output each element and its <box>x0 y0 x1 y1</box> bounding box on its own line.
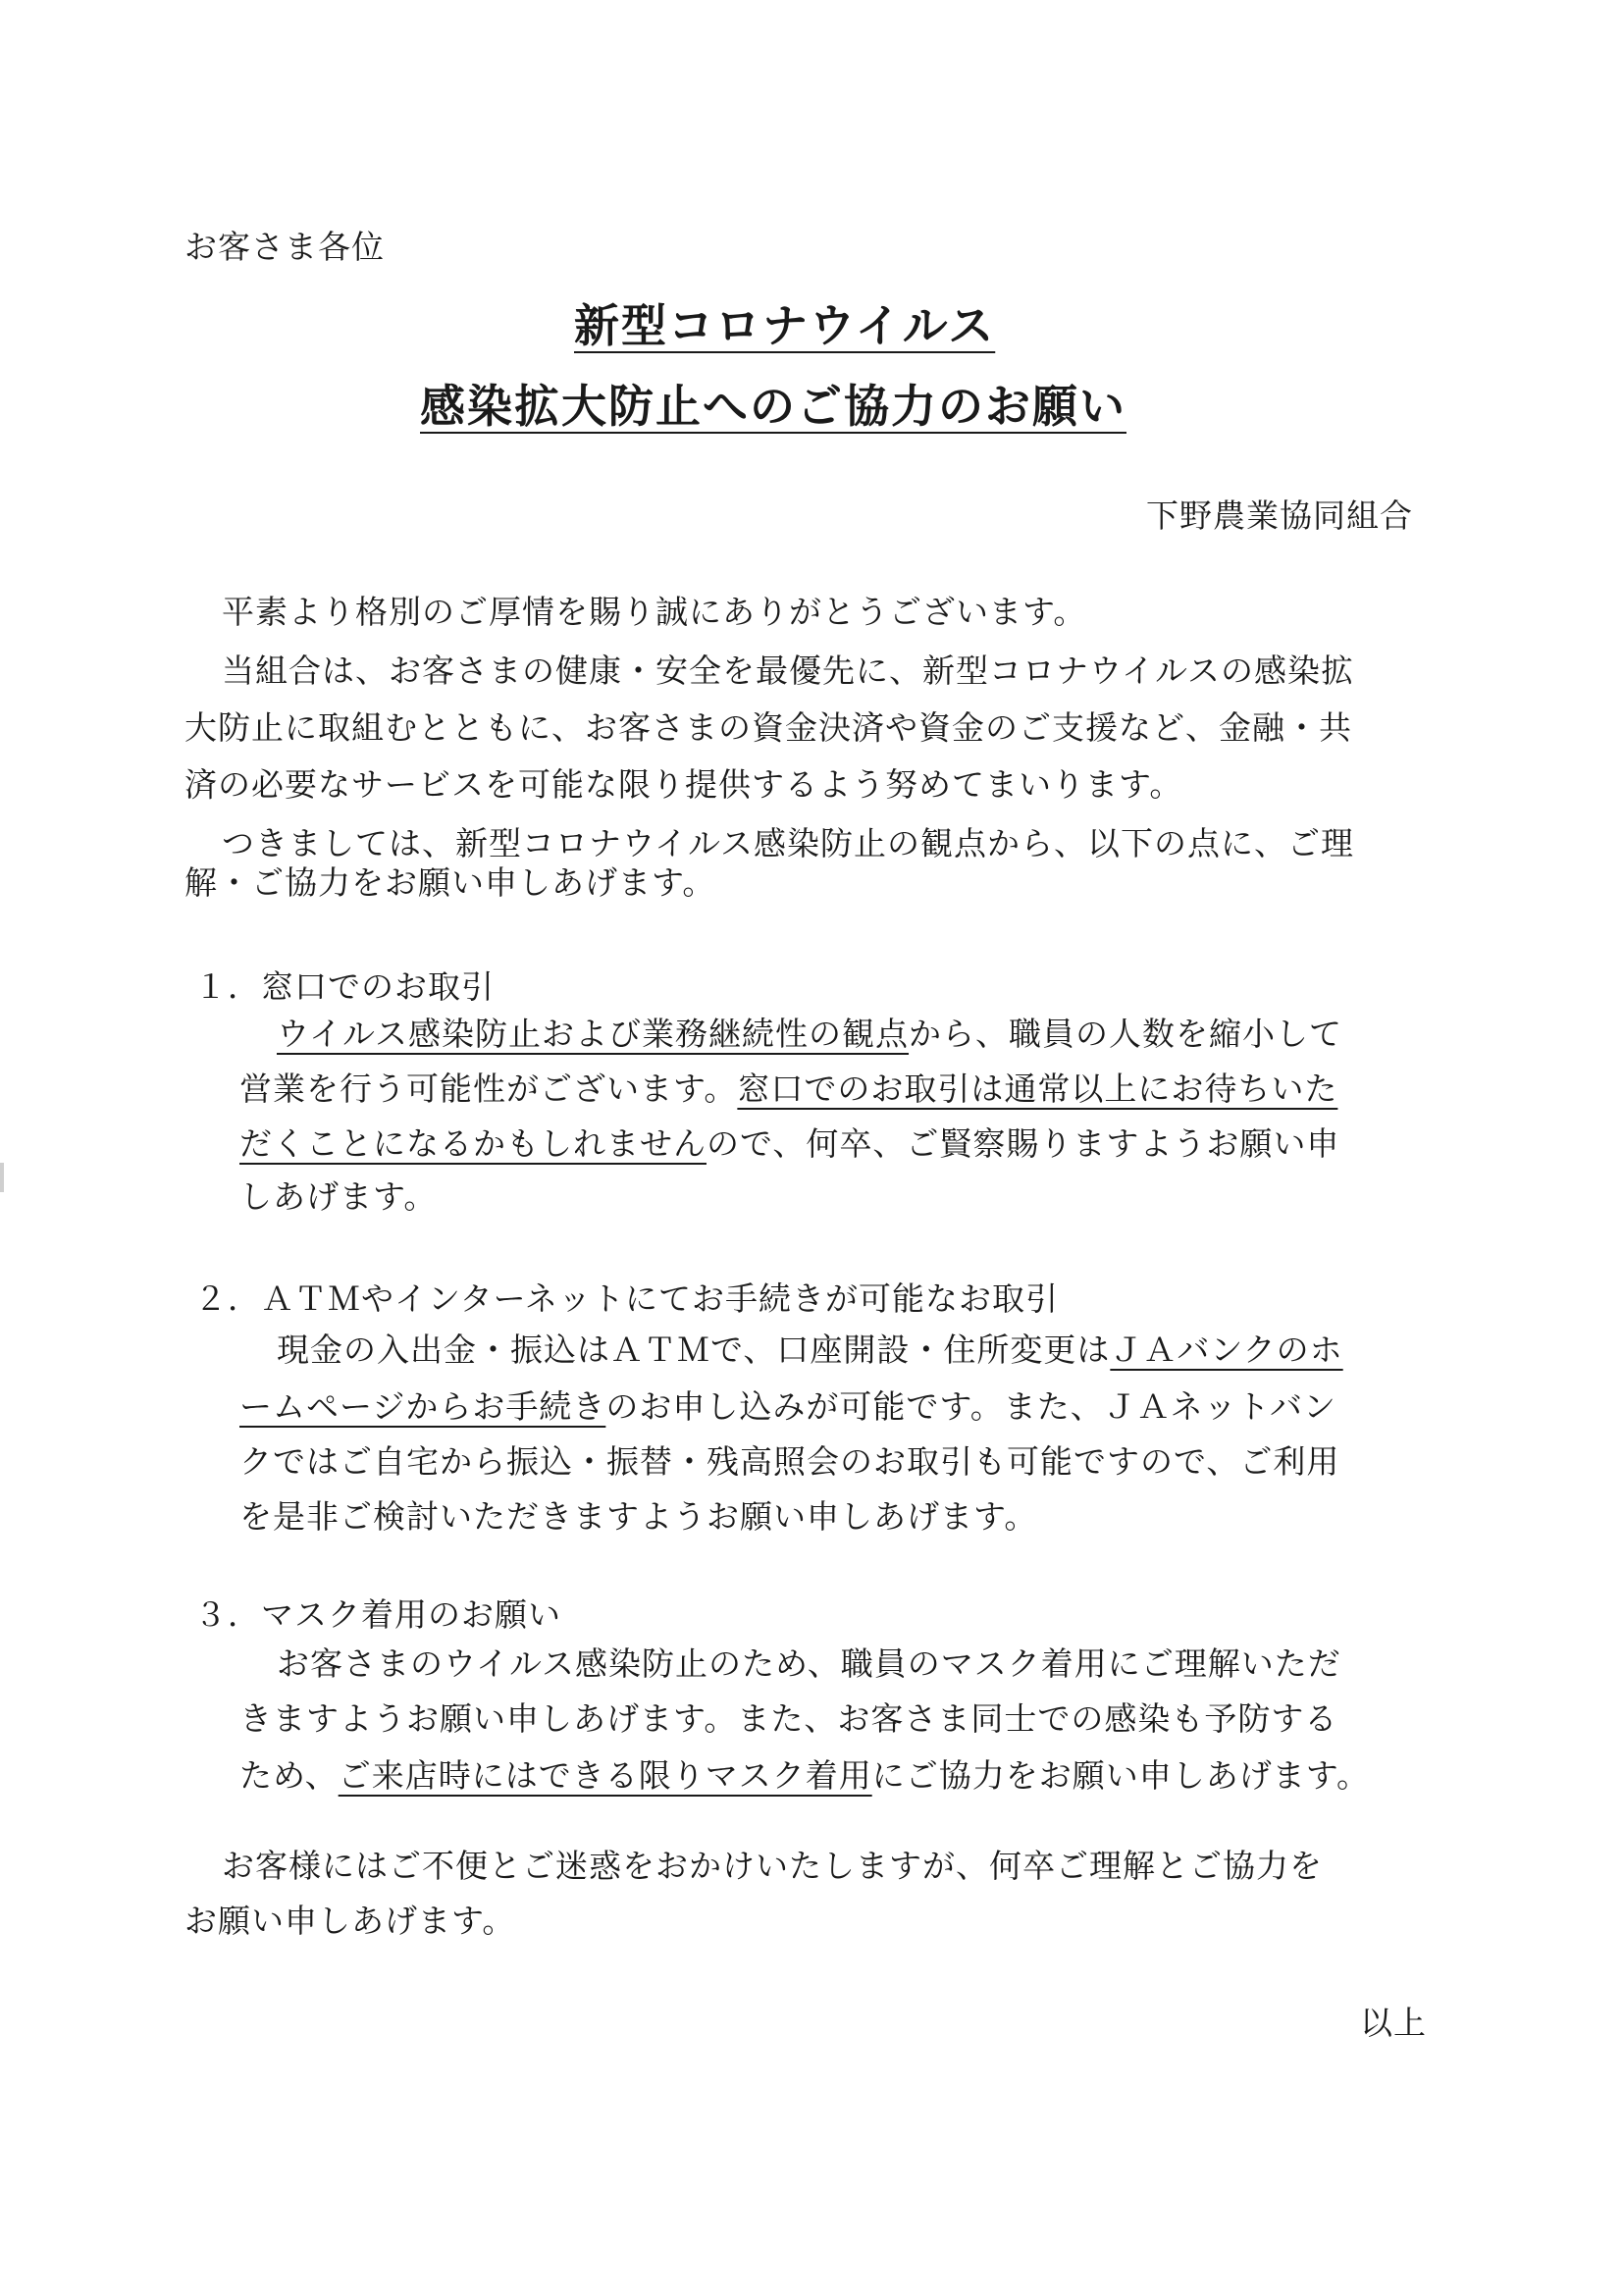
section-2-underlined-text-1: ＪＡバンクのホ <box>1110 1331 1343 1369</box>
salutation: お客さま各位 <box>184 228 385 266</box>
section-1-underlined-text-2: 窓口でのお取引は通常以上にお待ちいた <box>737 1070 1338 1108</box>
title-line-2: 感染拡大防止へのご協力のお願い <box>420 380 1126 433</box>
section-1-underlined-text-3: だくことになるかもしれません <box>239 1124 707 1163</box>
section-2-line-1 <box>277 1327 1343 1374</box>
section-3-text: ため、 <box>239 1756 339 1795</box>
title-line-1: 新型コロナウイルス <box>574 299 996 352</box>
intro-paragraph-1: 平素より格別のご厚情を賜り誠にありがとうございます。 <box>222 593 1087 631</box>
section-1-line-3 <box>239 1121 1339 1168</box>
end-mark: 以上 <box>1360 2004 1427 2042</box>
closing-line-2: お願い申しあげます。 <box>184 1902 516 1940</box>
section-3-underlined-text: ご来店時にはできる限りマスク着用 <box>338 1756 872 1795</box>
section-1-underlined-text-1: ウイルス感染防止および業務継続性の観点 <box>277 1015 910 1053</box>
section-2-line-2 <box>239 1383 1336 1431</box>
section-3-line-2: きますようお願い申しあげます。また、お客さま同士での感染も予防する <box>239 1699 1338 1738</box>
sender-name: 下野農業協同組合 <box>1146 496 1413 535</box>
intro-paragraph-3-line-2: 解・ご協力をお願い申しあげます。 <box>184 863 716 902</box>
section-2-text: のお申し込みが可能です。また、ＪＡネットバン <box>605 1387 1337 1426</box>
section-3-heading: ３．マスク着用のお願い <box>194 1595 561 1634</box>
intro-paragraph-2-line-1: 当組合は、お客さまの健康・安全を最優先に、新型コロナウイルスの感染拡 <box>222 652 1355 690</box>
section-2-heading: ２．ＡＴＭやインターネットにてお手続きが可能なお取引 <box>194 1279 1060 1318</box>
section-2-text: 現金の入出金・振込はＡＴＭで、口座開設・住所変更は <box>277 1331 1111 1369</box>
section-1-line-4: しあげます。 <box>239 1177 438 1216</box>
section-2-line-4: を是非ご検討いただきますようお願い申しあげます。 <box>239 1497 1038 1536</box>
closing-line-1: お客様にはご不便とご迷惑をおかけいたしますが、何卒ご理解とご協力を <box>222 1847 1323 1885</box>
section-1-text: ので、何卒、ご賢察賜りますようお願い申 <box>707 1124 1340 1163</box>
section-1-text: 営業を行う可能性がございます。 <box>239 1070 738 1108</box>
section-3-line-3 <box>239 1752 1370 1800</box>
intro-paragraph-3-line-1: つきましては、新型コロナウイルス感染防止の観点から、以下の点に、ご理 <box>222 824 1355 862</box>
section-3-text: にご協力をお願い申しあげます。 <box>871 1756 1371 1795</box>
intro-paragraph-2-line-2: 大防止に取組むとともに、お客さまの資金決済や資金のご支援など、金融・共 <box>184 708 1352 747</box>
section-3-line-1: お客さまのウイルス感染防止のため、職員のマスク着用にご理解いただ <box>277 1644 1341 1683</box>
section-1-text: から、職員の人数を縮小して <box>909 1015 1343 1053</box>
intro-paragraph-2-line-3: 済の必要なサービスを可能な限り提供するよう努めてまいります。 <box>184 765 1183 804</box>
section-1-line-1 <box>277 1011 1342 1058</box>
section-2-line-3: クではご自宅から振込・振替・残高照会のお取引も可能ですので、ご利用 <box>239 1442 1340 1481</box>
section-2-underlined-text-2: ームページからお手続き <box>239 1387 606 1426</box>
scan-edge-mark <box>0 1163 4 1192</box>
section-1-heading: １．窓口でのお取引 <box>194 967 495 1006</box>
section-1-line-2 <box>239 1066 1337 1113</box>
